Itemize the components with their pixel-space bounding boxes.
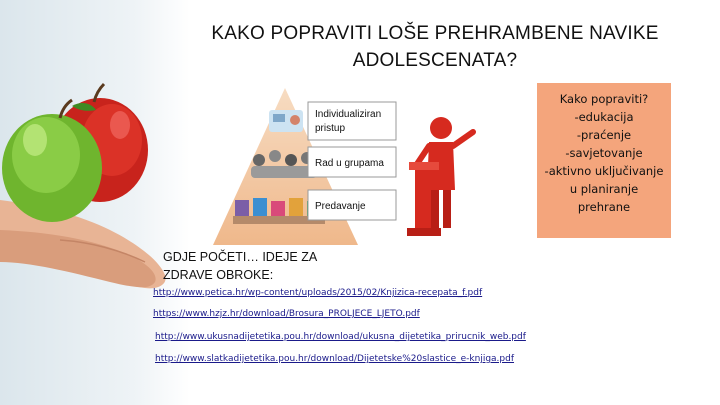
level-box-1: [308, 102, 396, 140]
level-1-label-line-2: pristup: [315, 123, 346, 134]
individual-illustration: [269, 110, 303, 132]
right-panel-item: -aktivno uključivanje: [544, 164, 664, 178]
right-panel-item: u planiranje: [569, 182, 639, 196]
ideas-heading-line-1: GDJE POČETI… IDEJE ZA: [163, 250, 318, 264]
recipe-link-4[interactable]: http://www.slatkadijetetika.pou.hr/download/Dijetetske%20slastice_e-knjiga.pdf: [155, 354, 515, 364]
level-1-label-line-1: Individualiziran: [315, 109, 382, 120]
title-line-2: ADOLESCENATA?: [352, 50, 518, 71]
level-3-label: Predavanje: [315, 201, 366, 212]
level-2-label: Rad u grupama: [315, 158, 384, 169]
ideas-heading-line-2: ZDRAVE OBROKE:: [163, 268, 274, 282]
right-panel-item: -savjetovanje: [565, 146, 643, 160]
slide-title: [196, 20, 674, 74]
speaker-podium-illustration: [407, 117, 473, 236]
recipe-link-2[interactable]: https://www.hzjz.hr/download/Brosura_PROLJECE_LJETO.pdf: [153, 309, 420, 319]
right-panel-item: prehrane: [577, 200, 631, 214]
ideas-heading: [163, 248, 343, 284]
recipe-link-3[interactable]: http://www.ukusnadijetetika.pou.hr/download/ukusna_dijetetika_prirucnik_web.pdf: [155, 332, 526, 342]
right-panel-text: [537, 90, 671, 216]
pyramid-graphic: [203, 80, 485, 250]
pyramid-diagram: [203, 80, 485, 250]
apples-hand-image: [0, 0, 200, 405]
title-line-1: KAKO POPRAVITI LOŠE PREHRAMBENE NAVIKE: [211, 23, 659, 44]
right-panel-item: -edukacija: [574, 110, 634, 124]
recipe-link-1[interactable]: http://www.petica.hr/wp-content/uploads/2015/02/Knjizica-recepata_f.pdf: [153, 288, 483, 298]
right-panel-item: -praćenje: [576, 128, 632, 142]
right-panel-heading: Kako popraviti?: [559, 92, 649, 106]
